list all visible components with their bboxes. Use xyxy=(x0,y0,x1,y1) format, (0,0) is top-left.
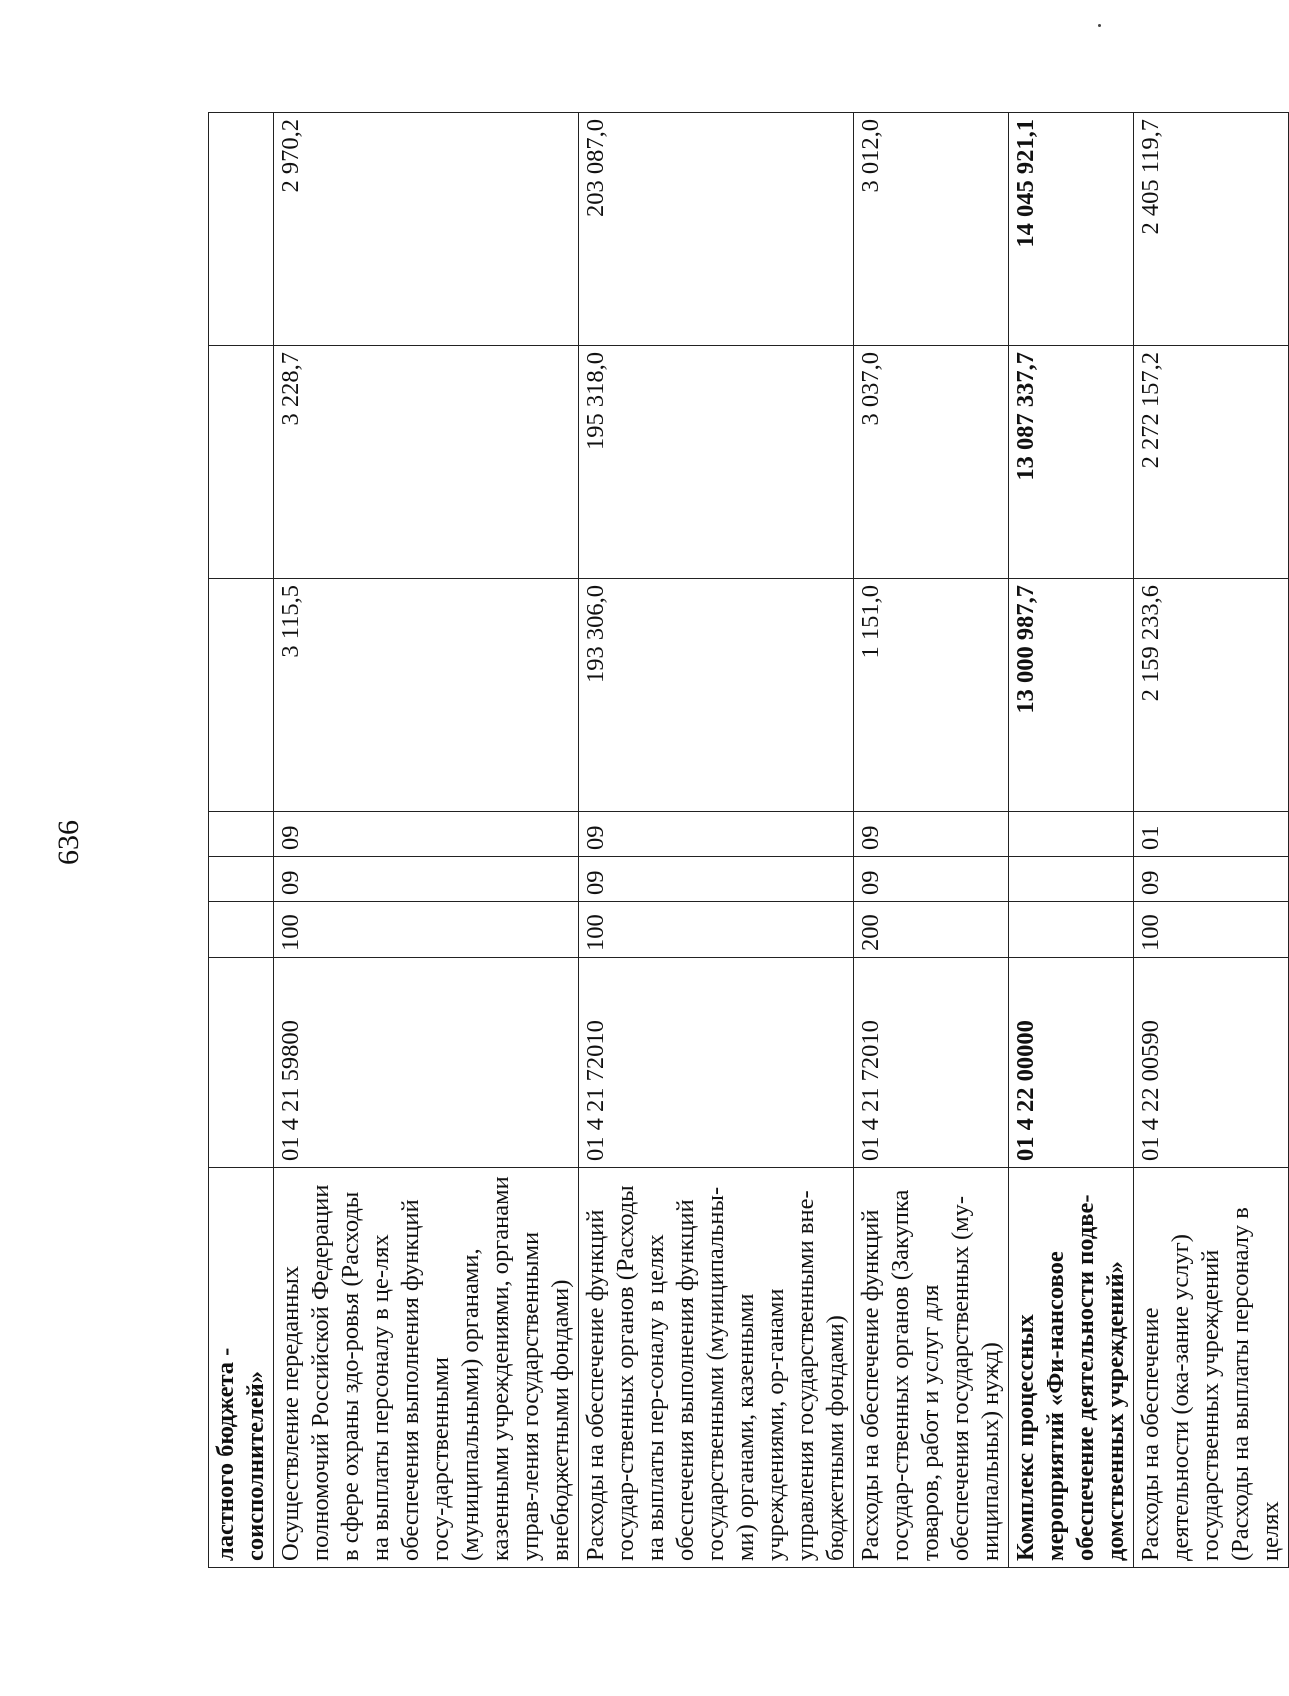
section-cell: 09 xyxy=(274,857,579,902)
table-row xyxy=(1134,113,1289,1568)
section-cell: 09 xyxy=(579,857,854,902)
row-name-cell: Осуществление переданных полномочий Российской Федерации в сфере охраны здо-ровья (Расходы на выплаты персоналу в це-лях обеспечения выполнения функций госу-дарственными (муниципальными) органами, казенными учреждениями, органами управ-ления государственными внебюджетными фондами) xyxy=(274,1168,579,1568)
subsection-cell: 09 xyxy=(854,812,1009,857)
amount-year3-cell: 203 087,0 xyxy=(579,113,854,346)
amount-year2-cell: 195 318,0 xyxy=(579,346,854,579)
amount-year1-cell: 1 151,0 xyxy=(854,579,1009,812)
subsection-cell: 01 xyxy=(1134,812,1289,857)
empty-cell xyxy=(209,113,274,346)
section-cell xyxy=(1009,857,1134,902)
amount-year1-cell: 2 159 233,6 xyxy=(1134,579,1289,812)
amount-year2-cell: 3 228,7 xyxy=(274,346,579,579)
subsection-cell: 09 xyxy=(579,812,854,857)
amount-year3-cell: 14 045 921,1 xyxy=(1009,113,1134,346)
subsection-cell xyxy=(1009,812,1134,857)
row-name-cell: Расходы на обеспечение деятельности (ока-зание услуг) государственных учреждений (Расходы на выплаты персоналу в целях xyxy=(1134,1168,1289,1568)
amount-year3-cell: 2 405 119,7 xyxy=(1134,113,1289,346)
empty-cell xyxy=(209,812,274,857)
subsection-cell: 09 xyxy=(274,812,579,857)
budget-table-rotated xyxy=(208,113,1284,1568)
row-name-cell: Расходы на обеспечение функций государ-ственных органов (Закупка товаров, работ и услуг для обеспечения государственных (му-ниципальных) нужд) xyxy=(854,1168,1009,1568)
amount-year3-cell: 2 970,2 xyxy=(274,113,579,346)
empty-cell xyxy=(209,902,274,958)
empty-cell xyxy=(209,579,274,812)
section-header-cell: ластного бюджета - соисполнителей» xyxy=(209,1168,274,1568)
expense-type-cell: 200 xyxy=(854,902,1009,958)
page-number: 636 xyxy=(52,820,85,865)
amount-year2-cell: 3 037,0 xyxy=(854,346,1009,579)
empty-cell xyxy=(209,857,274,902)
row-name-cell: Расходы на обеспечение функций государ-ственных органов (Расходы на выплаты пер-соналу в целях обеспечения выполнения функций государственными (муниципальны-ми) органами, казенными учреждениями, ор-ганами управления государственными вне-бюджетными фондами) xyxy=(579,1168,854,1568)
table-row xyxy=(274,113,579,1568)
target-code-cell: 01 4 21 72010 xyxy=(579,958,854,1168)
amount-year1-cell: 13 000 987,7 xyxy=(1009,579,1134,812)
amount-year1-cell: 3 115,5 xyxy=(274,579,579,812)
amount-year1-cell: 193 306,0 xyxy=(579,579,854,812)
amount-year2-cell: 13 087 337,7 xyxy=(1009,346,1134,579)
target-code-cell: 01 4 22 00590 xyxy=(1134,958,1289,1168)
row-name-cell: Комплекс процессных мероприятий «Фи-нансовое обеспечение деятельности подве-домственных учреждений» xyxy=(1009,1168,1134,1568)
expense-type-cell: 100 xyxy=(579,902,854,958)
amount-year2-cell: 2 272 157,2 xyxy=(1134,346,1289,579)
expense-type-cell: 100 xyxy=(274,902,579,958)
scan-speck xyxy=(1098,24,1101,27)
section-cell: 09 xyxy=(1134,857,1289,902)
table-row xyxy=(209,113,274,1568)
section-cell: 09 xyxy=(854,857,1009,902)
table-row xyxy=(1009,113,1134,1568)
target-code-cell: 01 4 21 59800 xyxy=(274,958,579,1168)
target-code-cell: 01 4 22 00000 xyxy=(1009,958,1134,1168)
table-row xyxy=(579,113,854,1568)
expense-type-cell: 100 xyxy=(1134,902,1289,958)
expense-type-cell xyxy=(1009,902,1134,958)
empty-cell xyxy=(209,958,274,1168)
table-row xyxy=(854,113,1009,1568)
budget-table xyxy=(208,112,1289,1568)
amount-year3-cell: 3 012,0 xyxy=(854,113,1009,346)
target-code-cell: 01 4 21 72010 xyxy=(854,958,1009,1168)
empty-cell xyxy=(209,346,274,579)
